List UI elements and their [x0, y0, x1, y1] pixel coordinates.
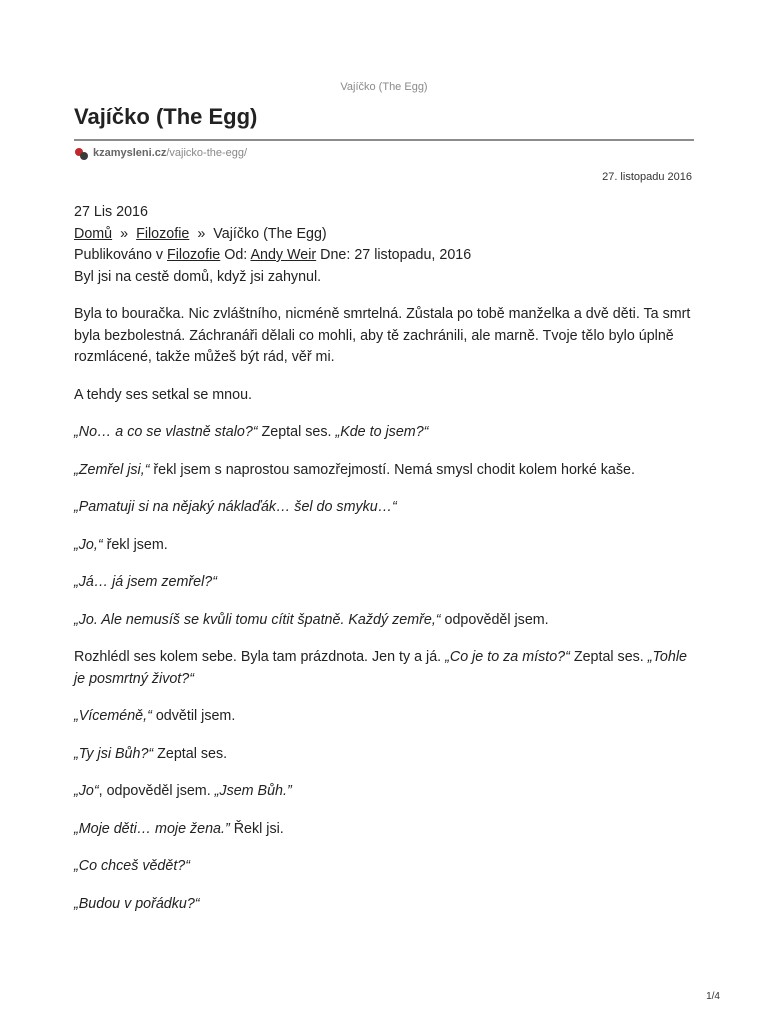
- page-number: 1/4: [706, 991, 720, 1002]
- narration: Zeptal ses.: [257, 424, 336, 440]
- paragraph: [74, 460, 696, 482]
- quote: „Tohle je posmrtný život?“: [74, 649, 687, 687]
- paragraph: [74, 610, 696, 632]
- narration: Rozhlédl ses kolem sebe. Byla tam prázdnota. Jen ty a já.: [74, 649, 446, 665]
- category-link[interactable]: Filozofie: [167, 247, 221, 263]
- quote: „Jsem Bůh.”: [214, 783, 292, 799]
- breadcrumb-home-link[interactable]: Domů: [74, 225, 113, 242]
- narration: řekl jsem s naprostou samozřejmostí. Nemá smysl chodit kolem horké kaše.: [149, 461, 635, 478]
- capture-date: 27. listopadu 2016: [602, 171, 692, 183]
- paragraph: Byl jsi na cestě domů, když jsi zahynul.: [74, 268, 322, 285]
- breadcrumb-category-link[interactable]: Filozofie: [136, 225, 190, 242]
- paragraph: [74, 535, 696, 557]
- quote: „Jo. Ale nemusíš se kvůli tomu cítit špatně. Každý zemře,“: [74, 611, 441, 628]
- quote: „Víceméně,“: [74, 708, 152, 724]
- paragraph: [74, 781, 696, 803]
- quote: „Jo,“: [74, 536, 103, 553]
- narration: Řekl jsi.: [229, 820, 284, 837]
- paragraph: [74, 744, 696, 766]
- article-title: Vajíčko (The Egg): [74, 104, 258, 129]
- narration: odvětil jsem.: [151, 708, 236, 724]
- narration: řekl jsem.: [102, 536, 168, 553]
- post-meta: [74, 245, 696, 267]
- paragraph: [74, 572, 696, 594]
- narration: , odpověděl jsem.: [98, 783, 215, 799]
- breadcrumb-current: Vajíčko (The Egg): [213, 225, 327, 242]
- quote: „Já… já jsem zemřel?“: [74, 574, 217, 590]
- paragraph: [74, 422, 696, 444]
- quote: „Moje děti… moje žena.”: [74, 820, 230, 837]
- post-date: 27 Lis 2016: [74, 204, 148, 220]
- author-prefix: Od:: [224, 247, 248, 263]
- narration: Zeptal ses.: [569, 649, 648, 665]
- author-link[interactable]: Andy Weir: [250, 247, 317, 263]
- quote: „Jo“: [74, 783, 99, 799]
- paragraph: [74, 819, 696, 841]
- post-date-text: 27 listopadu, 2016: [354, 247, 472, 263]
- quote: „Pamatuji si na nějaký náklaďák… šel do smyku…“: [74, 499, 397, 515]
- title-divider: [74, 139, 694, 141]
- quote: „Ty jsi Bůh?“: [74, 745, 154, 762]
- paragraph: Byla to bouračka. Nic zvláštního, nicméně smrtelná. Zůstala po tobě manželka a dvě děti. Ta smrt byla bezbolestná. Záchranáři dělali co mohli, aby tě zachránili, ale marně. Tvoje tělo bylo úplně rozmlácené, takže můžeš být rád, věř mi.: [74, 306, 691, 365]
- page-header-title: Vajíčko (The Egg): [340, 81, 428, 93]
- quote: „Kde to jsem?“: [335, 424, 429, 440]
- paragraph: [74, 856, 696, 878]
- quote: „Co chceš vědět?“: [74, 858, 191, 874]
- narration: Zeptal ses.: [153, 745, 228, 762]
- source-path: /vajicko-the-egg/: [166, 147, 248, 159]
- breadcrumb-separator: »: [120, 225, 129, 242]
- quote: „No… a co se vlastně stalo?“: [74, 424, 258, 440]
- breadcrumb: [74, 224, 696, 246]
- narration: odpověděl jsem.: [440, 611, 549, 628]
- quote: „Budou v pořádku?“: [74, 895, 200, 912]
- source-domain: kzamysleni.cz: [93, 147, 167, 159]
- quote: „Zemřel jsi,“: [74, 461, 150, 478]
- article-content: [74, 202, 696, 915]
- breadcrumb-separator: »: [197, 225, 206, 242]
- paragraph: A tehdy ses setkal se mnou.: [74, 386, 253, 403]
- date-prefix: Dne:: [320, 247, 351, 263]
- paragraph: [74, 497, 696, 519]
- quote: „Co je to za místo?“: [445, 649, 570, 665]
- site-favicon-icon: [74, 146, 88, 160]
- paragraph: [74, 894, 696, 916]
- source-url[interactable]: [74, 146, 247, 160]
- published-prefix: Publikováno v: [74, 247, 164, 263]
- paragraph: [74, 647, 696, 690]
- paragraph: [74, 706, 696, 728]
